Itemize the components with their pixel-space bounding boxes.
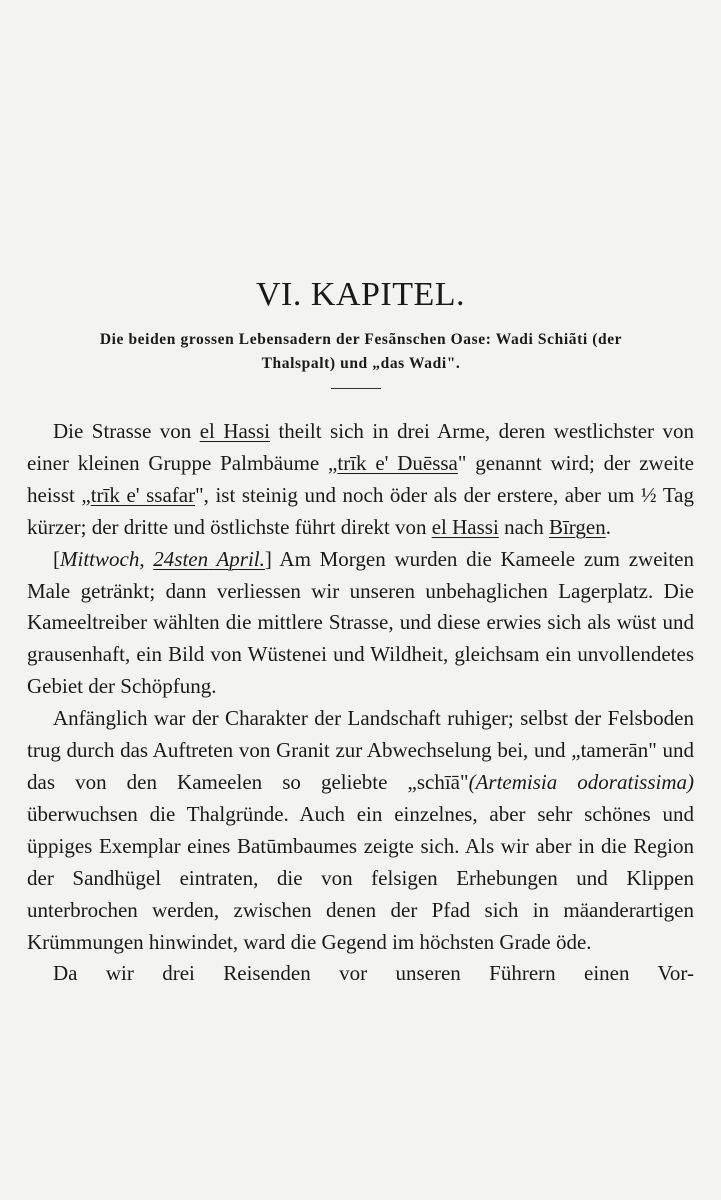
underlined-place-name: Bīrgen xyxy=(548,514,606,539)
paragraph-2 xyxy=(27,544,694,704)
chapter-title: VI. KAPITEL. xyxy=(255,276,466,313)
underlined-route-name: trīk e' ssafar xyxy=(90,482,196,507)
paragraph-3 xyxy=(27,703,694,958)
chapter-subtitle xyxy=(36,328,686,376)
underlined-place-name: el Hassi xyxy=(431,514,499,539)
underlined-place-name: el Hassi xyxy=(199,419,270,443)
text-run: Da wir drei Reisenden vor unseren Führern einen Vor- xyxy=(53,961,694,986)
text-run: Am Morgen wurden die Kameele zum zweiten Male getränkt; dann verliessen wir unseren unbehaglichen Lagerplatz. Die Kameeltreiber wählten die mittlere Strasse, und diese erwies sich als wüst und grausenhaft, ein Bild von Wüstenei und Wildheit, gleichsam ein unvollendetes Gebiet der Schöpfung. xyxy=(27,546,694,699)
subtitle-line-1: Die beiden grossen Lebensadern der Fesãnschen Oase: Wadi Schiãti (der xyxy=(99,331,623,348)
text-run: überwuchsen die Thalgründe. Auch ein einzelnes, aber sehr schönes und üppiges Exemplar eines Batūmbaumes zeigte sich. Als wir aber in die Region der Sandhügel eintraten, die von felsigen Erhebungen und Klippen unterbrochen werden, zwischen denen der Pfad sich in mäanderartigen Krümmungen hinwindet, ward die Gegend im höchsten Grade öde. xyxy=(27,801,694,954)
text-run: " genannt wird; der zweite heisst „ xyxy=(27,450,694,507)
text-run: theilt sich in drei Arme, deren westlichster von einer kleinen Gruppe Palmbäume „ xyxy=(27,419,694,475)
section-divider xyxy=(331,388,381,389)
underlined-route-name: trīk e' Duēssa xyxy=(337,450,458,475)
date-day: 24sten xyxy=(153,546,209,571)
date-weekday: Mittwoch, xyxy=(60,546,154,571)
bracket: ] xyxy=(264,546,272,571)
paragraph-1 xyxy=(27,416,694,544)
text-run: nach xyxy=(498,514,549,539)
text-run: ", ist steinig und noch öder als der erstere, aber um ½ Tag kürzer; der dritte und östlichste führt direkt von xyxy=(27,482,694,539)
bracket: [ xyxy=(53,546,60,571)
date-month: April. xyxy=(208,546,265,571)
paragraph-4 xyxy=(27,958,694,990)
text-run: Die Strasse von xyxy=(53,419,200,443)
subtitle-line-2: Thalspalt) und „das Wadi". xyxy=(261,355,461,372)
text-run: . xyxy=(605,514,611,539)
body-text xyxy=(27,416,694,990)
text-run: Anfänglich war der Charakter der Landschaft ruhiger; selbst der Felsboden trug durch das Auftreten von Granit zur Abwechselung bei, und „tamerān" und das von den Kameelen so geliebte „schīā" xyxy=(27,706,694,794)
latin-plant-name: (Artemisia odoratissima) xyxy=(468,769,694,794)
